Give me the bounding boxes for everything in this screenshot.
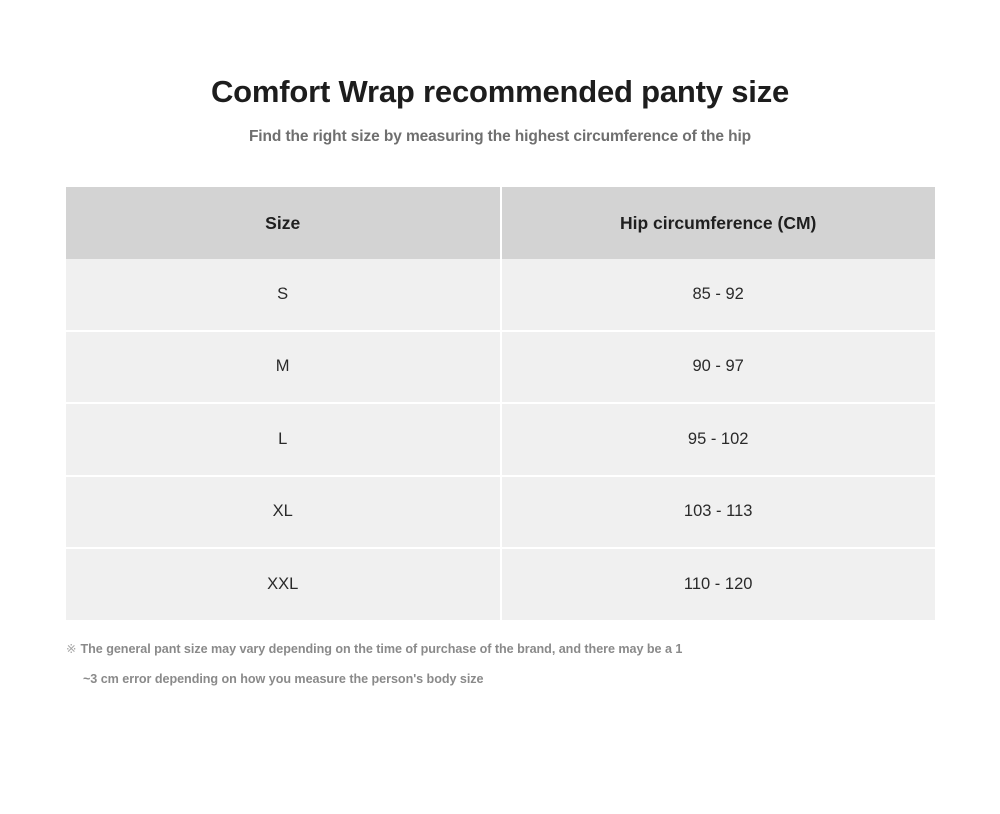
cell-hip: 85 - 92 [501, 259, 935, 331]
table-row [66, 548, 935, 620]
footnote-line-1 [66, 640, 935, 659]
cell-hip: 95 - 102 [501, 403, 935, 476]
size-table [66, 187, 935, 620]
cell-size: S [66, 259, 501, 331]
cell-hip: 103 - 113 [501, 476, 935, 549]
table-header-row [66, 187, 935, 259]
column-header-size: Size [66, 187, 501, 259]
cell-hip: 90 - 97 [501, 331, 935, 404]
table-row [66, 476, 935, 549]
page-title: Comfort Wrap recommended panty size [210, 74, 790, 109]
table-row [66, 259, 935, 331]
size-table-body [66, 259, 935, 620]
cell-hip: 110 - 120 [501, 548, 935, 620]
cell-size: XXL [66, 548, 501, 620]
footnote-line-2 [66, 670, 935, 689]
footnote-text-2: ~3 cm error depending on how you measure the person's body size [83, 671, 484, 686]
page-subtitle: Find the right size by measuring the highest circumference of the hip [248, 128, 752, 145]
reference-mark-icon: ※ [66, 641, 77, 656]
cell-size: L [66, 403, 501, 476]
cell-size: XL [66, 476, 501, 549]
size-table-container [66, 187, 935, 620]
footnote-text-1: The general pant size may vary depending on the time of purchase of the brand, and there may be a 1 [80, 641, 683, 656]
column-header-hip-circumference: Hip circumference (CM) [501, 187, 935, 259]
size-table-head [66, 187, 935, 259]
cell-size: M [66, 331, 501, 404]
table-row [66, 403, 935, 476]
table-row [66, 331, 935, 404]
footnotes [65, 640, 935, 689]
